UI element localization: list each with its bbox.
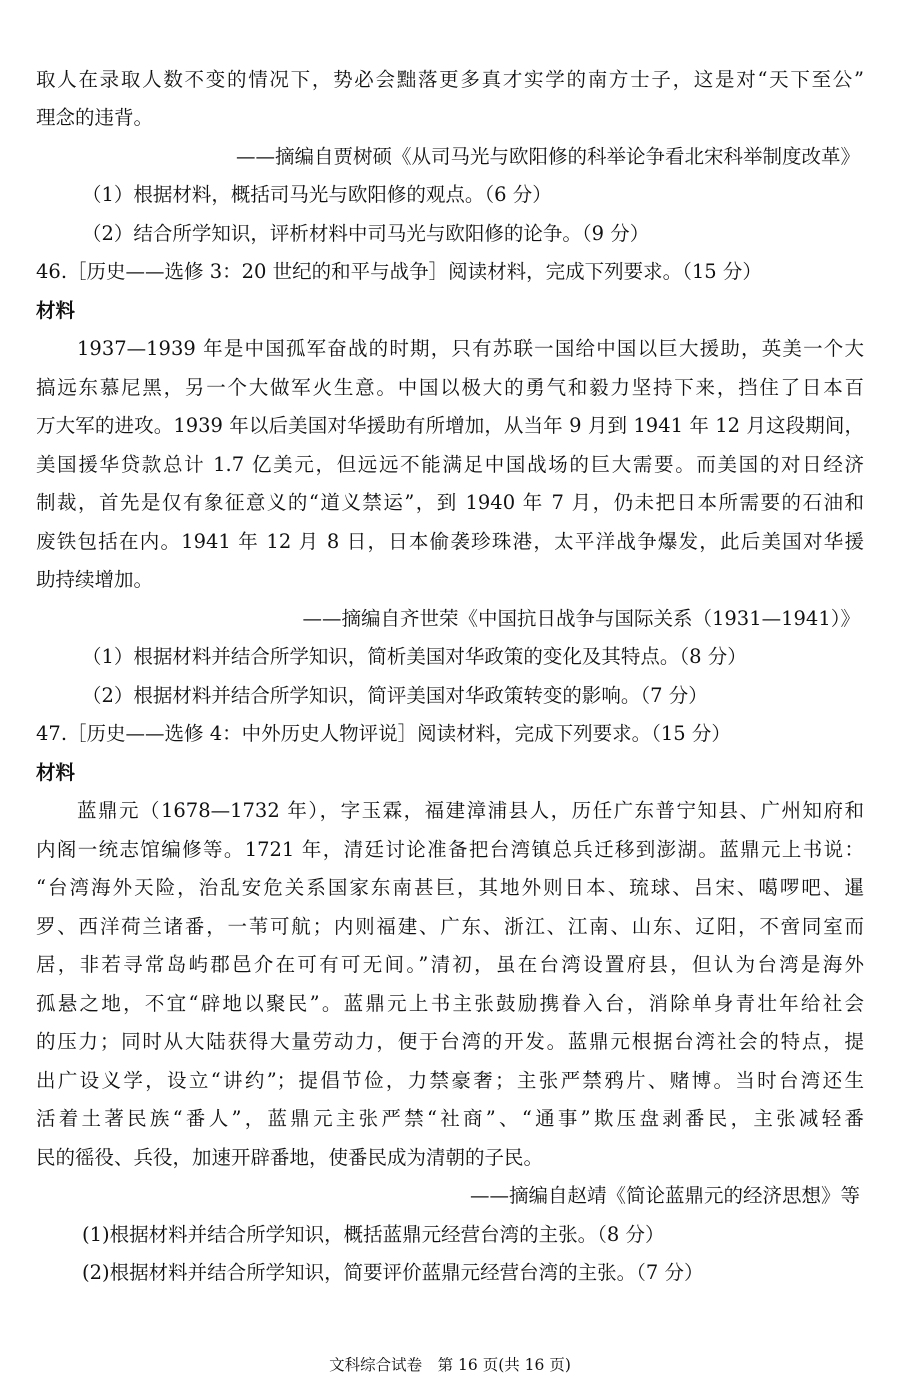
q45-question-1: （1）根据材料，概括司马光与欧阳修的观点。（6 分） <box>82 183 552 206</box>
q47-text-line-9: 活着土著民族“番人”，蓝鼎元主张严禁“社商”、“通事”欺压盘剥番民，主张减轻番 <box>36 1107 864 1130</box>
q45-question-2: （2）结合所学知识，评析材料中司马光与欧阳修的论争。（9 分） <box>82 222 650 245</box>
q47-text-line-6: 孤悬之地，不宜“辟地以聚民”。蓝鼎元上书主张鼓励携眷入台，消除单身青壮年给社会 <box>36 992 864 1015</box>
q47-text-line-5: 居，非若寻常岛屿郡邑介在可有可无间。”清初，虽在台湾设置府县，但认为台湾是海外 <box>36 953 864 976</box>
page-footer: 文科综合试卷 第 16 页(共 16 页) <box>329 1356 571 1374</box>
q47-text-line-3: “台湾海外天险，治乱安危关系国家东南甚巨，其地外则日本、琉球、吕宋、噶啰吧、暹 <box>36 876 864 899</box>
q47-text-line-4: 罗、西洋荷兰诸番，一苇可航；内则福建、广东、浙江、江南、山东、辽阳，不啻同室而 <box>36 915 864 938</box>
q47-text-line-7: 的压力；同时从大陆获得大量劳动力，便于台湾的开发。蓝鼎元根据台湾社会的特点，提 <box>36 1030 864 1053</box>
q47-text-line-8: 出广设义学，设立“讲约”；提倡节俭，力禁豪奢；主张严禁鸦片、赌博。当时台湾还生 <box>36 1069 864 1092</box>
q46-text-line-1: 1937—1939 年是中国孤军奋战的时期，只有苏联一国给中国以巨大援助，英美一个大 <box>77 337 864 360</box>
q46-source: ——摘编自齐世荣《中国抗日战争与国际关系（1931—1941）》 <box>302 607 860 630</box>
q47-heading: 47.［历史——选修 4：中外历史人物评说］阅读材料，完成下列要求。（15 分） <box>36 722 731 745</box>
q46-question-2: （2）根据材料并结合所学知识，简评美国对华政策转变的影响。（7 分） <box>82 684 708 707</box>
q46-text-line-4: 美国援华贷款总计 1.7 亿美元，但远远不能满足中国战场的巨大需要。而美国的对日经济 <box>36 453 864 476</box>
q47-question-2: (2)根据材料并结合所学知识，简要评价蓝鼎元经营台湾的主张。（7 分） <box>82 1261 704 1284</box>
q47-text-line-1: 蓝鼎元（1678—1732 年），字玉霖，福建漳浦县人，历任广东普宁知县、广州知府和 <box>77 799 864 822</box>
q46-text-line-3: 万大军的进攻。1939 年以后美国对华援助有所增加，从当年 9 月到 1941 年 12 月这段期间， <box>36 414 864 437</box>
q45-text-line-1: 取人在录取人数不变的情况下，势必会黜落更多真才实学的南方士子，这是对“天下至公” <box>36 68 864 91</box>
q47-question-1: (1)根据材料并结合所学知识，概括蓝鼎元经营台湾的主张。（8 分） <box>82 1223 665 1246</box>
q47-material-label: 材料 <box>36 761 76 784</box>
q45-text-line-2: 理念的违背。 <box>36 106 154 129</box>
q47-source: ——摘编自赵靖《简论蓝鼎元的经济思想》等 <box>469 1184 860 1207</box>
q46-text-line-7: 助持续增加。 <box>36 568 154 591</box>
q46-material-label: 材料 <box>36 299 76 322</box>
q47-text-line-10: 民的徭役、兵役，加速开辟番地，使番民成为清朝的子民。 <box>36 1146 544 1169</box>
q46-question-1: （1）根据材料并结合所学知识，简析美国对华政策的变化及其特点。（8 分） <box>82 645 747 668</box>
q46-text-line-5: 制裁，首先是仅有象征意义的“道义禁运”，到 1940 年 7 月，仍未把日本所需要的石油和 <box>36 491 864 514</box>
q46-heading: 46.［历史——选修 3：20 世纪的和平与战争］阅读材料，完成下列要求。（15 分） <box>36 260 762 283</box>
q47-text-line-2: 内阁一统志馆编修等。1721 年，清廷讨论准备把台湾镇总兵迁移到澎湖。蓝鼎元上书说： <box>36 838 864 861</box>
q46-text-line-2: 搞远东慕尼黑，另一个大做军火生意。中国以极大的勇气和毅力坚持下来，挡住了日本百 <box>36 376 864 399</box>
q46-text-line-6: 废铁包括在内。1941 年 12 月 8 日，日本偷袭珍珠港，太平洋战争爆发，此后美国对华援 <box>36 530 864 553</box>
q45-source: ——摘编自贾树硕《从司马光与欧阳修的科举论争看北宋科举制度改革》 <box>235 145 860 168</box>
